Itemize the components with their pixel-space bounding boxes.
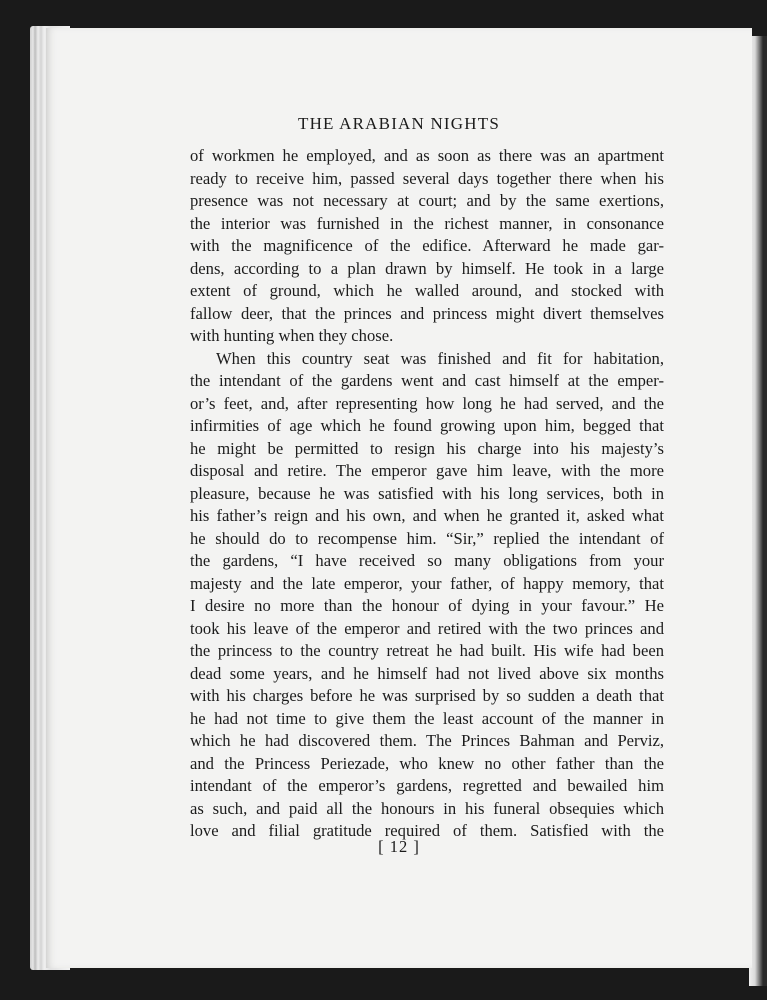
text-line: disposal and retire. The emperor gave him leave, with the more — [190, 461, 664, 480]
paragraph-start-line: When this country seat was finished and fit for habitation, — [216, 348, 664, 368]
text-line: the interior was furnished in the richest manner, in consonance — [190, 213, 664, 233]
book-page — [46, 28, 752, 968]
text-line: the gardens, “I have received so many obligations from your — [190, 551, 664, 570]
text-line: pleasure, because he was satisfied with his long services, both in — [190, 483, 664, 503]
text-line: as such, and paid all the honours in his funeral obsequies which — [190, 798, 664, 818]
text-line: presence was not necessary at court; and by the same exertions, — [190, 191, 664, 210]
text-line: dead some years, and he himself had not lived above six months — [190, 663, 664, 683]
text-line: I desire no more than the honour of dying in your favour.” He — [190, 596, 664, 615]
text-line: or’s feet, and, after representing how long he had served, and the — [190, 393, 664, 413]
running-head: THE ARABIAN NIGHTS — [298, 114, 500, 133]
text-line: intendant of the emperor’s gardens, regretted and bewailed him — [190, 776, 664, 795]
text-line: majesty and the late emperor, your father, of happy memory, that — [190, 573, 664, 593]
text-line: the princess to the country retreat he had built. His wife had been — [190, 641, 664, 660]
text-line: and the Princess Periezade, who knew no other father than the — [190, 753, 664, 773]
text-line: of workmen he employed, and as soon as there was an apartment — [190, 146, 664, 165]
text-line: infirmities of age which he found growing upon him, begged that — [190, 416, 664, 435]
paragraph-end-line: with hunting when they chose. — [190, 326, 394, 345]
text-line: love and filial gratitude required of them. Satisfied with the — [190, 821, 664, 840]
text-line: he might be permitted to resign his charge into his majesty’s — [190, 438, 664, 458]
body-text — [190, 145, 664, 843]
text-line: his father’s reign and his own, and when he granted it, asked what — [190, 506, 664, 525]
text-line: ready to receive him, passed several days together there when his — [190, 168, 664, 188]
text-line: which he had discovered them. The Princes Bahman and Perviz, — [190, 731, 664, 750]
text-line: fallow deer, that the princes and princess might divert themselves — [190, 303, 664, 323]
text-line: took his leave of the emperor and retired with the two princes and — [190, 618, 664, 638]
text-line: dens, according to a plan drawn by himself. He took in a large — [190, 258, 664, 278]
text-line: the intendant of the gardens went and cast himself at the emper- — [190, 371, 664, 390]
text-line: he should do to recompense him. “Sir,” replied the intendant of — [190, 528, 664, 548]
text-line: with the magnificence of the edifice. Afterward he made gar- — [190, 236, 664, 255]
text-line: he had not time to give them the least account of the manner in — [190, 708, 664, 728]
page-number: [ 12 ] — [378, 837, 420, 856]
text-line: with his charges before he was surprised by so sudden a death that — [190, 686, 664, 705]
text-line: extent of ground, which he walled around, and stocked with — [190, 281, 664, 300]
